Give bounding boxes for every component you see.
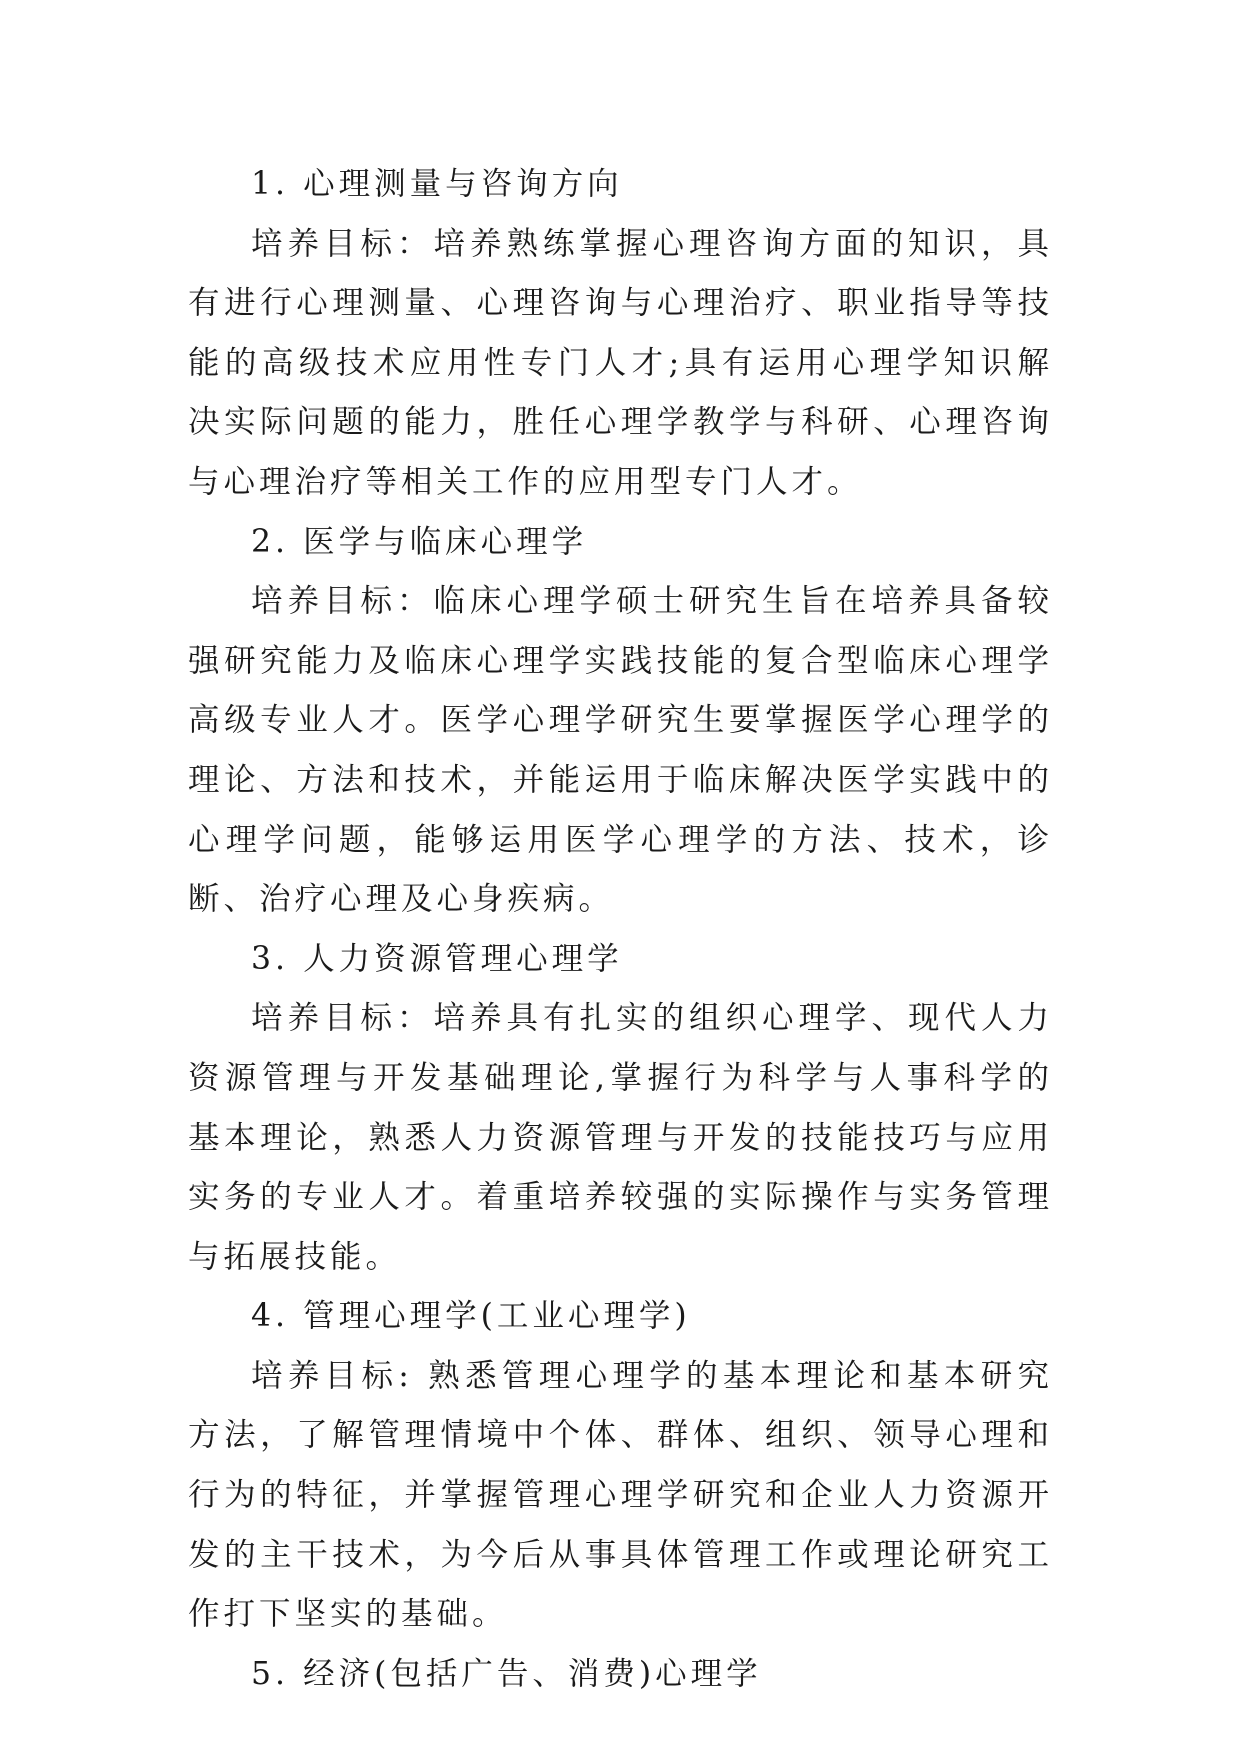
- section-heading-1: 1. 心理测量与咨询方向: [251, 166, 623, 202]
- section-heading-4: 4. 管理心理学(工业心理学): [251, 1298, 691, 1335]
- section-heading-2: 2. 医学与临床心理学: [251, 523, 588, 560]
- document-body: [188, 155, 1053, 1704]
- section-paragraph-3: 培养目标：培养具有扎实的组织心理学、现代人力资源管理与开发基础理论,掌握行为科学与人事科学的基本理论，熟悉人力资源管理与开发的技能技巧与应用实务的专业人才。着重培养较强的实际操作与实务管理与拓展技能。: [188, 1000, 1053, 1275]
- section-heading-5: 5. 经济(包括广告、消费)心理学: [251, 1655, 762, 1692]
- section-heading-3: 3. 人力资源管理心理学: [251, 940, 623, 977]
- section-paragraph-4: 培养目标: 熟悉管理心理学的基本理论和基本研究方法，了解管理情境中个体、群体、组织、领导心理和行为的特征，并掌握管理心理学研究和企业人力资源开发的主干技术，为今后从事具体管理工作或理论研究工作打下坚实的基础。: [188, 1357, 1053, 1633]
- section-paragraph-1: 培养目标：培养熟练掌握心理咨询方面的知识，具有进行心理测量、心理咨询与心理治疗、职业指导等技能的高级技术应用性专门人才;具有运用心理学知识解决实际问题的能力，胜任心理学教学与科研、心理咨询与心理治疗等相关工作的应用型专门人才。: [188, 225, 1053, 500]
- section-paragraph-2: 培养目标：临床心理学硕士研究生旨在培养具备较强研究能力及临床心理学实践技能的复合型临床心理学高级专业人才。医学心理学研究生要掌握医学心理学的理论、方法和技术，并能运用于临床解决医学实践中的心理学问题，能够运用医学心理学的方法、技术，诊断、治疗心理及心身疾病。: [188, 583, 1053, 918]
